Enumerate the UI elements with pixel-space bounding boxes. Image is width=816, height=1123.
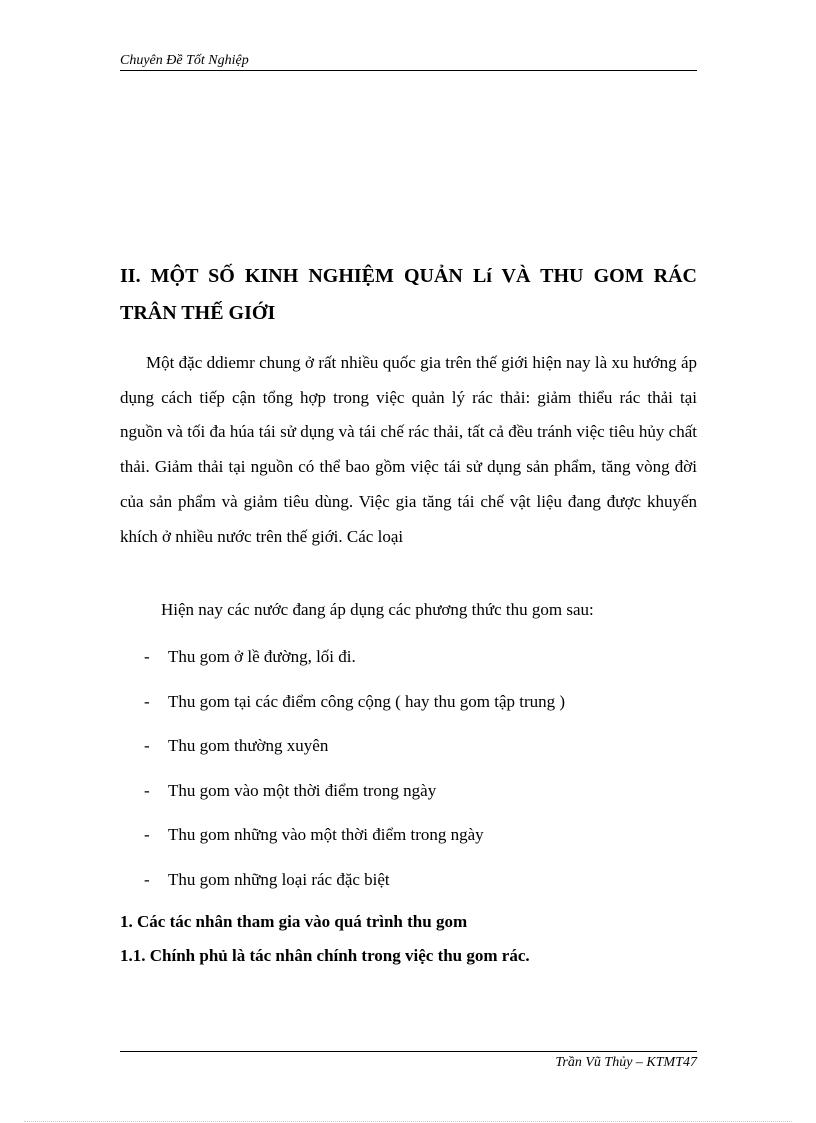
bullet-dash: -	[144, 869, 150, 889]
bullet-dash: -	[144, 647, 150, 666]
list-item-text: Thu gom những vào một thời điểm trong ngày	[168, 825, 484, 845]
page-header	[120, 52, 697, 71]
list-item	[120, 823, 697, 868]
list-item	[120, 645, 697, 690]
heading-1: 1. Các tác nhân tham gia vào quá trình thu gom	[120, 912, 468, 931]
bullet-dash: -	[144, 691, 150, 711]
list-item-text: Thu gom tại các điểm công cộng ( hay thu gom tập trung )	[168, 691, 566, 711]
list-item-text: Thu gom thường xuyên	[168, 736, 329, 756]
header-title: Chuyên Đề Tốt Nghiệp	[120, 53, 249, 68]
list-item	[120, 779, 697, 824]
list-item	[120, 734, 697, 779]
bullet-dash: -	[144, 736, 150, 756]
intro-line: Hiện nay các nước đang áp dụng các phương thức thu gom sau:	[161, 600, 594, 619]
section-title: II. MỘT SỐ KINH NGHIỆM QUẢN Lí VÀ THU GOM RÁC TRÂN THẾ GIỚI	[120, 265, 697, 324]
page-edge-divider	[24, 1121, 792, 1122]
list-item-text: Thu gom những loại rác đặc biệt	[168, 869, 390, 889]
list-item	[120, 868, 697, 913]
heading-1-1: 1.1. Chính phủ là tác nhân chính trong việc thu gom rác.	[120, 946, 530, 965]
page-footer	[120, 1051, 697, 1076]
bullet-dash: -	[144, 825, 150, 845]
body-paragraph: Một đặc ddiemr chung ở rất nhiều quốc gia trên thế giới hiện nay là xu hướng áp dụng cách tiếp cận tổng hợp trong việc quản lý rác thải: giảm thiểu rác thải tại nguồn và tối đa húa tái sử dụng và tái chế rác thải, tất cả đều tránh việc tiêu hủy chất thải. Giảm thải tại nguồn có thể bao gồm việc tái sử dụng sản phẩm, tăng vòng đời của sản phẩm và giảm tiêu dùng. Việc gia tăng tái chế vật liệu đang được khuyến khích ở nhiều nước trên thế giới. Các loại	[120, 353, 697, 546]
footer-author: Trần Vũ Thủy – KTMT47	[555, 1055, 697, 1070]
bullet-dash: -	[144, 780, 150, 800]
list-item	[120, 690, 697, 735]
collection-methods-list	[120, 645, 697, 913]
list-item-text: Thu gom vào một thời điểm trong ngày	[168, 780, 437, 800]
list-item-text: Thu gom ở lề đường, lối đi.	[168, 647, 356, 666]
